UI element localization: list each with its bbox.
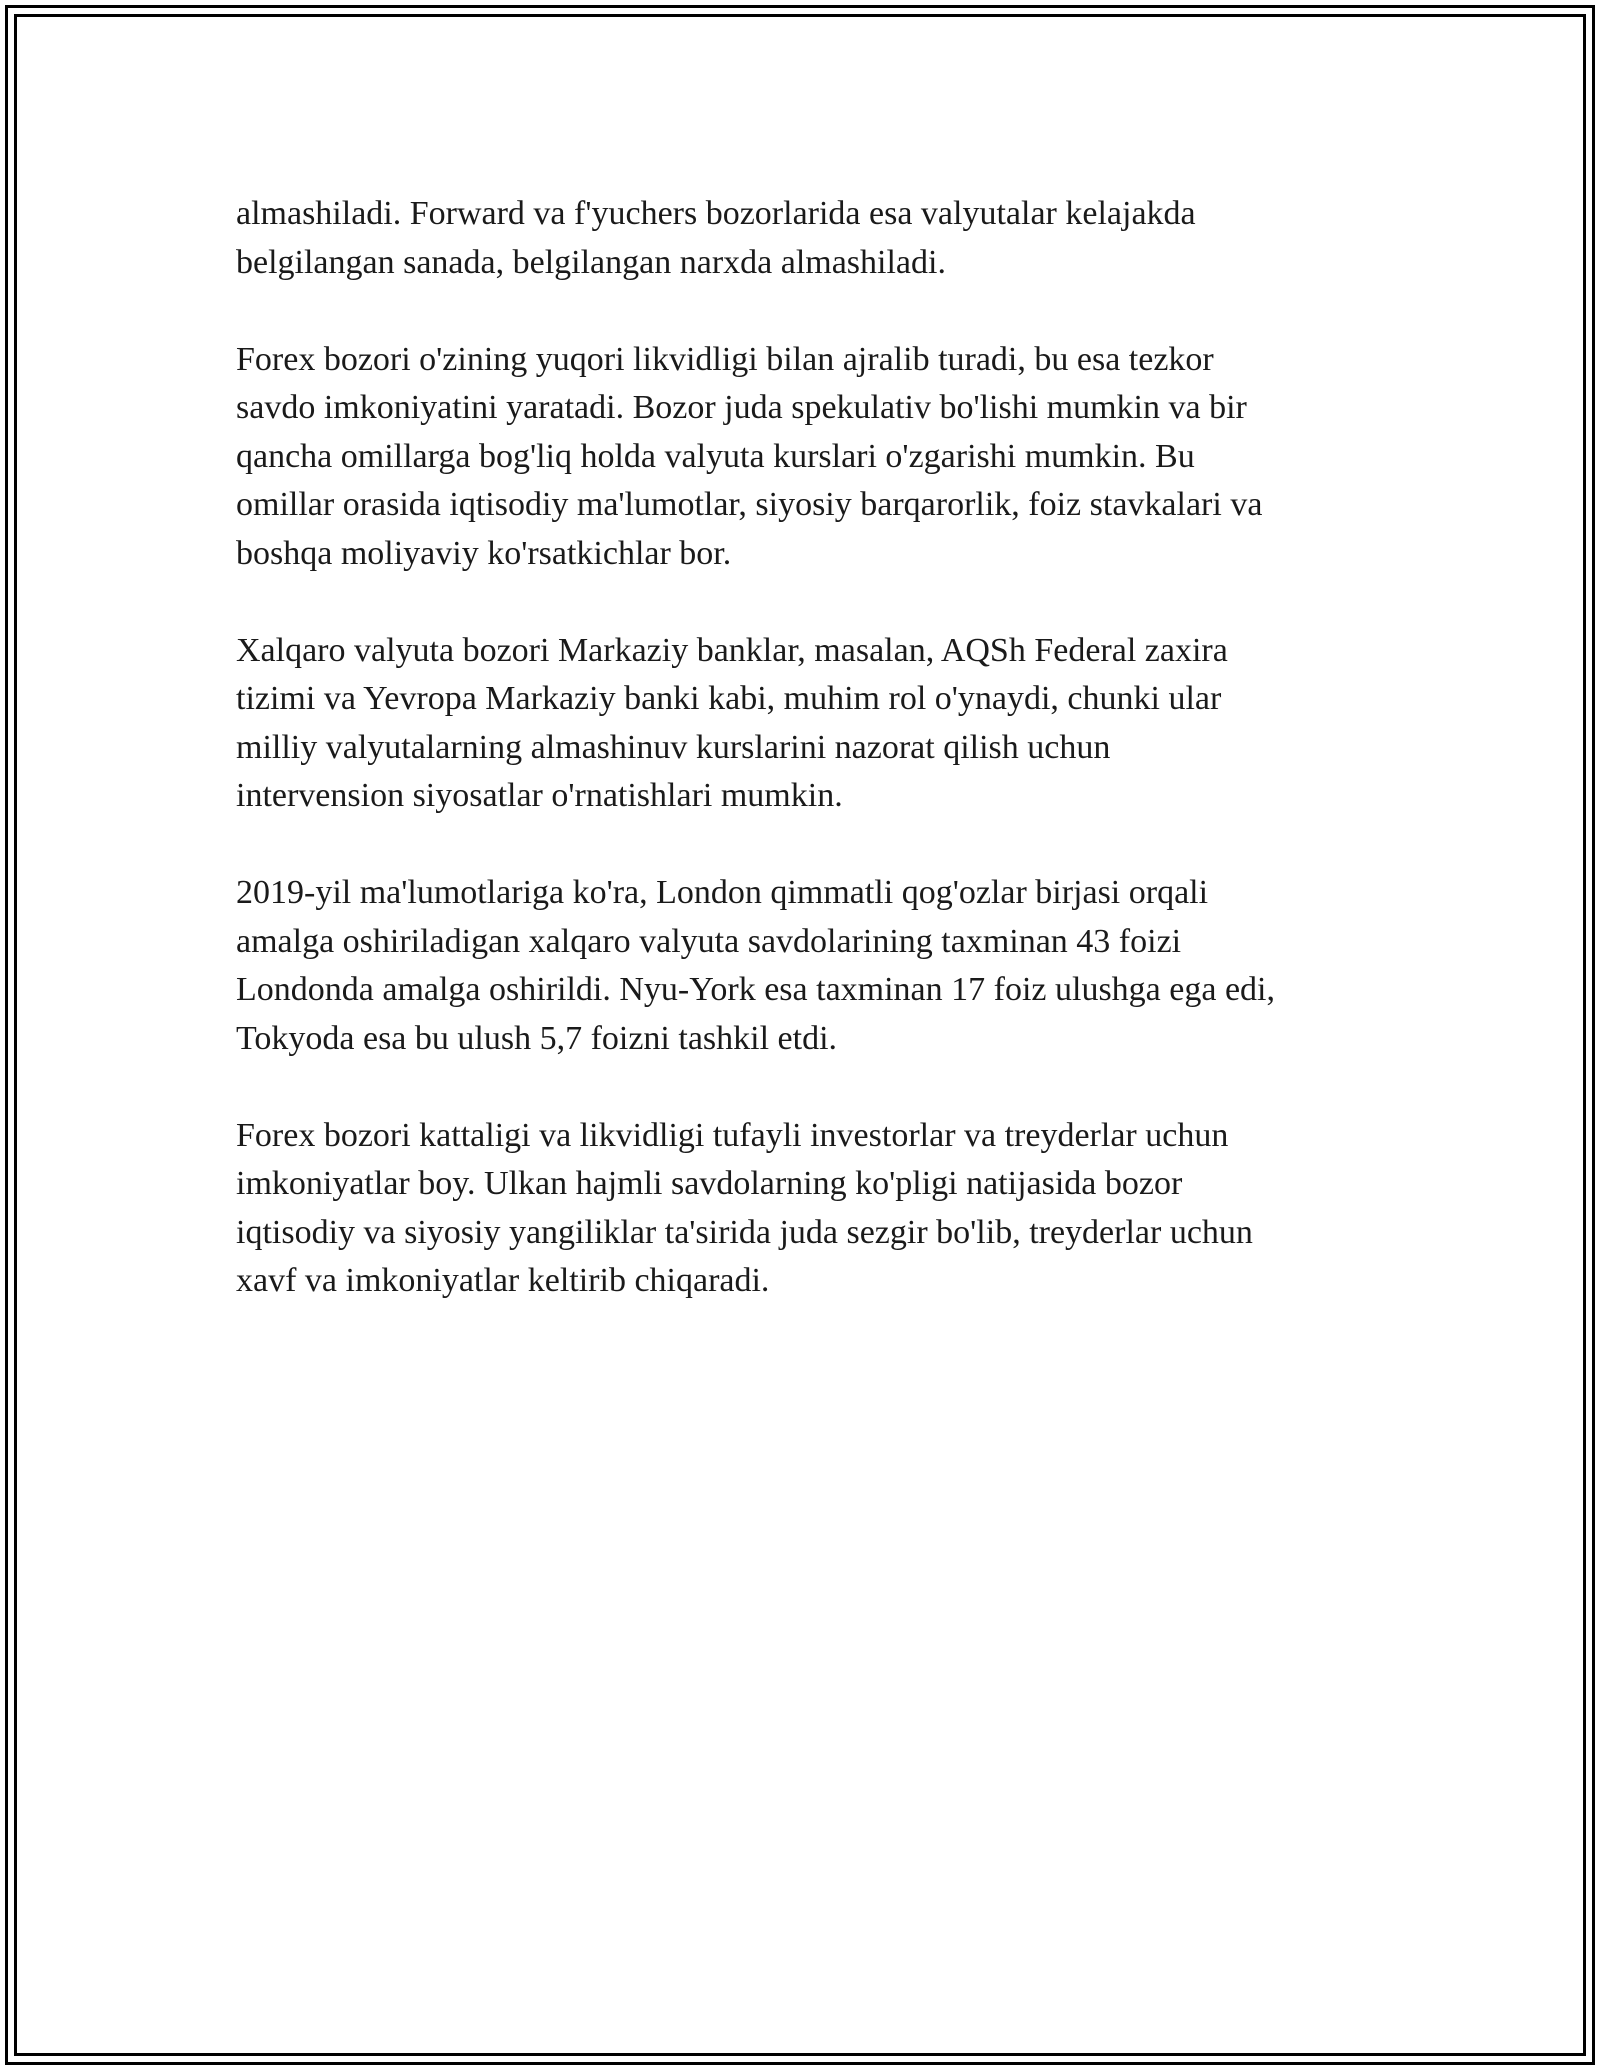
text-line: belgilangan sanada, belgilangan narxda almashiladi. [236, 243, 946, 281]
text-line: milliy valyutalarning almashinuv kurslarini nazorat qilish uchun [236, 728, 1111, 766]
document-body [236, 190, 1366, 1354]
text-line: Londonda amalga oshirildi. Nyu-York esa taxminan 17 foiz ulushga ega edi, [236, 971, 1275, 1008]
text-line: xavf va imkoniyatlar keltirib chiqaradi. [236, 1262, 770, 1299]
text-line: amalga oshiriladigan xalqaro valyuta savdolarining taxminan 43 foizi [236, 922, 1182, 960]
text-line: qancha omillarga bog'liq holda valyuta kurslari o'zgarishi mumkin. Bu [236, 437, 1195, 475]
paragraph-4 [236, 869, 1366, 1063]
text-line: almashiladi. Forward va f'yuchers bozorlarida esa valyutalar kelajakda [236, 195, 1196, 232]
text-line: 2019-yil ma'lumotlariga ko'ra, London qimmatli qog'ozlar birjasi orqali [236, 874, 1209, 911]
text-line: boshqa moliyaviy ko'rsatkichlar bor. [236, 534, 732, 572]
text-line: Forex bozori kattaligi va likvidligi tufayli investorlar va treyderlar uchun [236, 1116, 1229, 1154]
text-line: savdo imkoniyatini yaratadi. Bozor juda spekulativ bo'lishi mumkin va bir [236, 389, 1247, 426]
text-line: Tokyoda esa bu ulush 5,7 foizni tashkil etdi. [236, 1019, 838, 1057]
paragraph-5 [236, 1112, 1366, 1306]
paragraph-1 [236, 190, 1366, 287]
paragraph-2 [236, 336, 1366, 579]
text-line: intervension siyosatlar o'rnatishlari mumkin. [236, 777, 843, 814]
text-line: Forex bozori o'zining yuqori likvidligi bilan ajralib turadi, bu esa tezkor [236, 340, 1214, 378]
text-line: omillar orasida iqtisodiy ma'lumotlar, siyosiy barqarorlik, foiz stavkalari va [236, 486, 1263, 523]
paragraph-3 [236, 627, 1366, 821]
text-line: tizimi va Yevropa Markaziy banki kabi, muhim rol o'ynaydi, chunki ular [236, 680, 1222, 717]
text-line: iqtisodiy va siyosiy yangiliklar ta'sirida juda sezgir bo'lib, treyderlar uchun [236, 1213, 1253, 1251]
text-line: Xalqaro valyuta bozori Markaziy banklar, masalan, AQSh Federal zaxira [236, 631, 1228, 669]
text-line: imkoniyatlar boy. Ulkan hajmli savdolarning ko'pligi natijasida bozor [236, 1165, 1183, 1202]
